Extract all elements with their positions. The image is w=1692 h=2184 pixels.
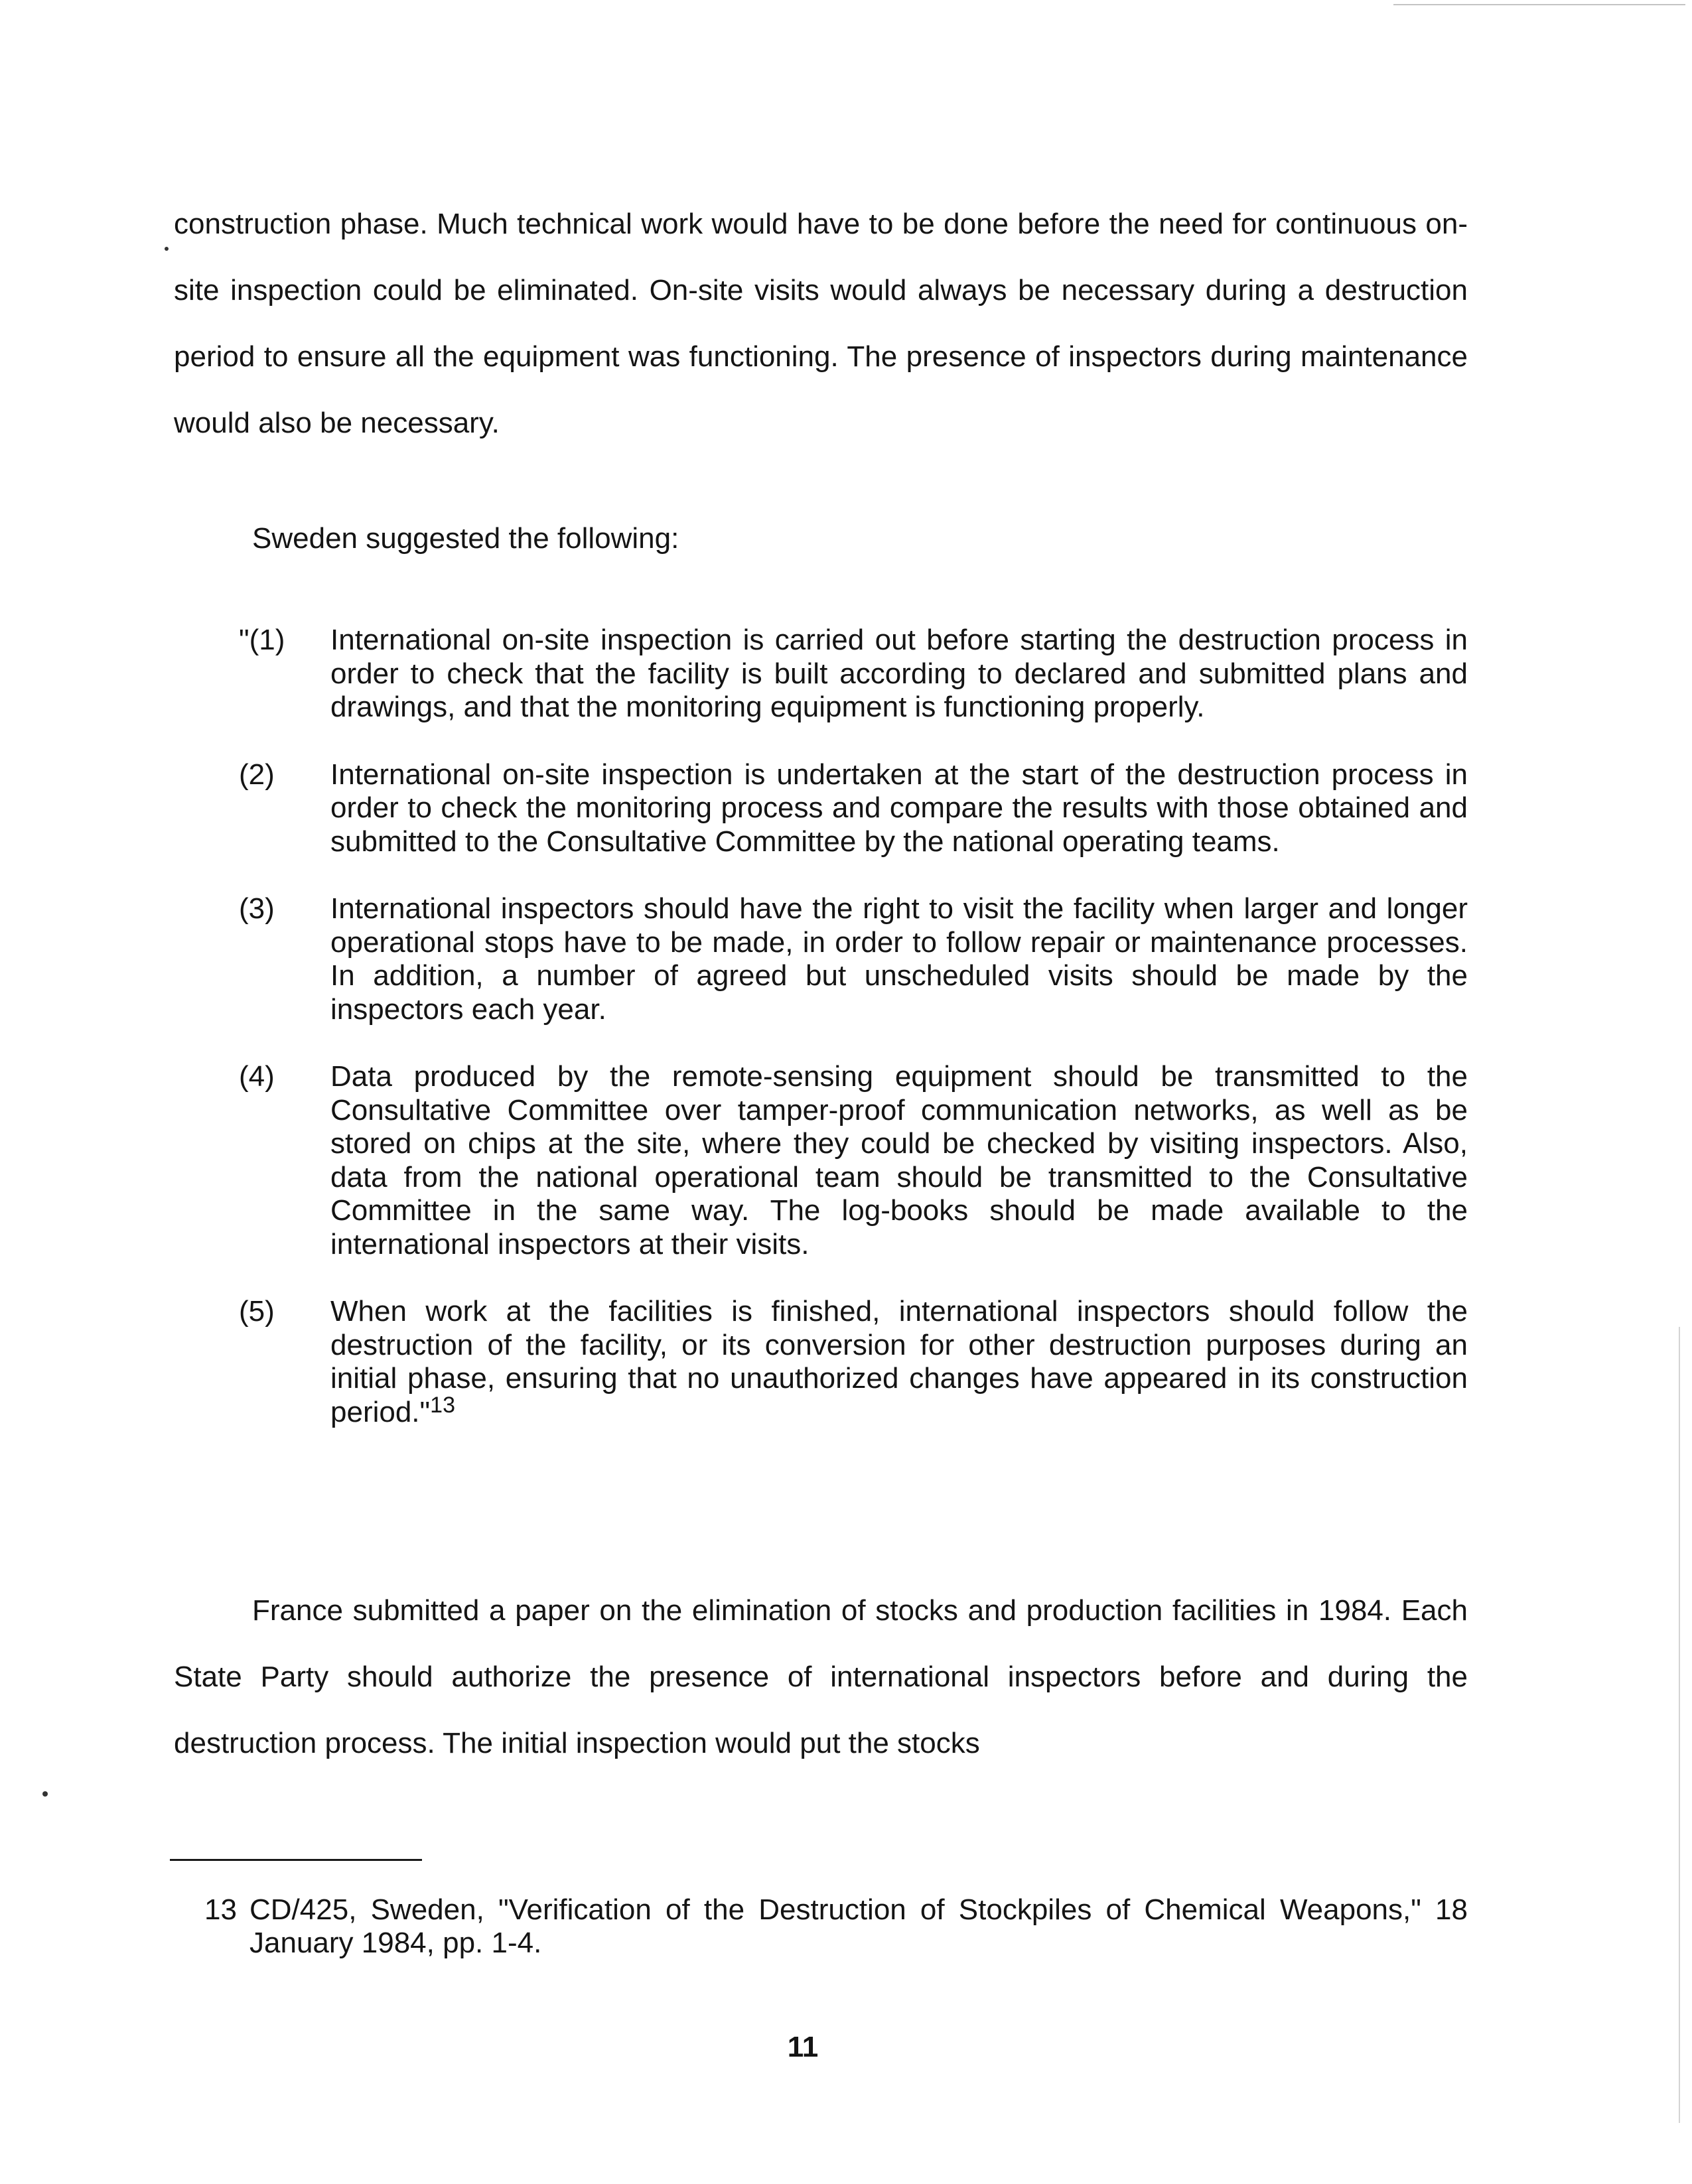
list-item-text: International inspectors should have the right to visit the facility when larger and longer operational stops have to be made, in order to follow repair or maintenance processes. In addition, a number of agreed but unscheduled visits should be made by the inspectors each year.	[330, 892, 1468, 1026]
list-item-number: (4)	[239, 1060, 275, 1093]
list-item-text: International on-site inspection is carried out before starting the destruction process in order to check that the facility is built according to declared and submitted plans and drawings, and that the monitoring equipment is functioning properly.	[330, 624, 1468, 723]
footnote	[204, 1893, 1468, 1960]
page-number: 11	[787, 2031, 819, 2063]
footnote-reference: 13	[430, 1392, 455, 1418]
list-item-text: Data produced by the remote-sensing equipment should be transmitted to the Consultative Committee over tamper-proof communication networks, as well as be stored on chips at the site, where they could be checked by visiting inspectors. Also, data from the national operational team should be transmitted to the Consultative Committee in the same way. The log-books should be made available to the international inspectors at their visits.	[330, 1060, 1468, 1261]
list-item	[234, 892, 1468, 1026]
scan-speck	[42, 1791, 48, 1797]
list-item-number: (5)	[239, 1295, 275, 1328]
paragraph-france	[174, 1578, 1468, 1777]
scan-edge-line	[1393, 4, 1685, 5]
list-item-text: International on-site inspection is undertaken at the start of the destruction process in order to check the monitoring process and compare the results with those obtained and submitted to the Consultative Committee by the national operating teams.	[330, 758, 1468, 858]
list-item	[234, 758, 1468, 859]
list-item-number: (3)	[239, 892, 275, 925]
numbered-list	[234, 624, 1468, 1463]
paragraph-top: construction phase. Much technical work would have to be done before the need for continuous on-site inspection could be eliminated. On-site visits would always be necessary during a destruction period to ensure all the equipment was functioning. The presence of inspectors during maintenance would also be necessary.	[174, 208, 1468, 439]
list-item	[234, 1295, 1468, 1429]
footnote-separator	[170, 1859, 422, 1861]
list-item-number: "(1)	[239, 624, 285, 656]
list-item	[234, 624, 1468, 724]
list-item-text-body: When work at the facilities is finished, international inspectors should follow the destruction of the facility, or its conversion for other destruction purposes during an initial phase, ensuring that no unauthorized changes have appeared in its construction period."	[330, 1295, 1468, 1428]
footnote-number: 13	[204, 1893, 237, 1926]
list-item-number: (2)	[239, 758, 275, 791]
list-item	[234, 1060, 1468, 1261]
footnote-text: CD/425, Sweden, "Verification of the Destruction of Stockpiles of Chemical Weapons," 18 January 1984, pp. 1-4.	[249, 1893, 1468, 1959]
scan-speck	[165, 247, 169, 251]
list-item-text	[330, 1295, 1468, 1429]
paragraph-lead: Sweden suggested the following:	[252, 522, 679, 555]
paragraph-france-text: France submitted a paper on the elimination of stocks and production facilities in 1984. Each State Party should authorize the presence of international inspectors before and during the destruction process. The initial inspection would put the stocks	[174, 1594, 1468, 1759]
scan-edge-line	[1679, 1327, 1680, 2123]
